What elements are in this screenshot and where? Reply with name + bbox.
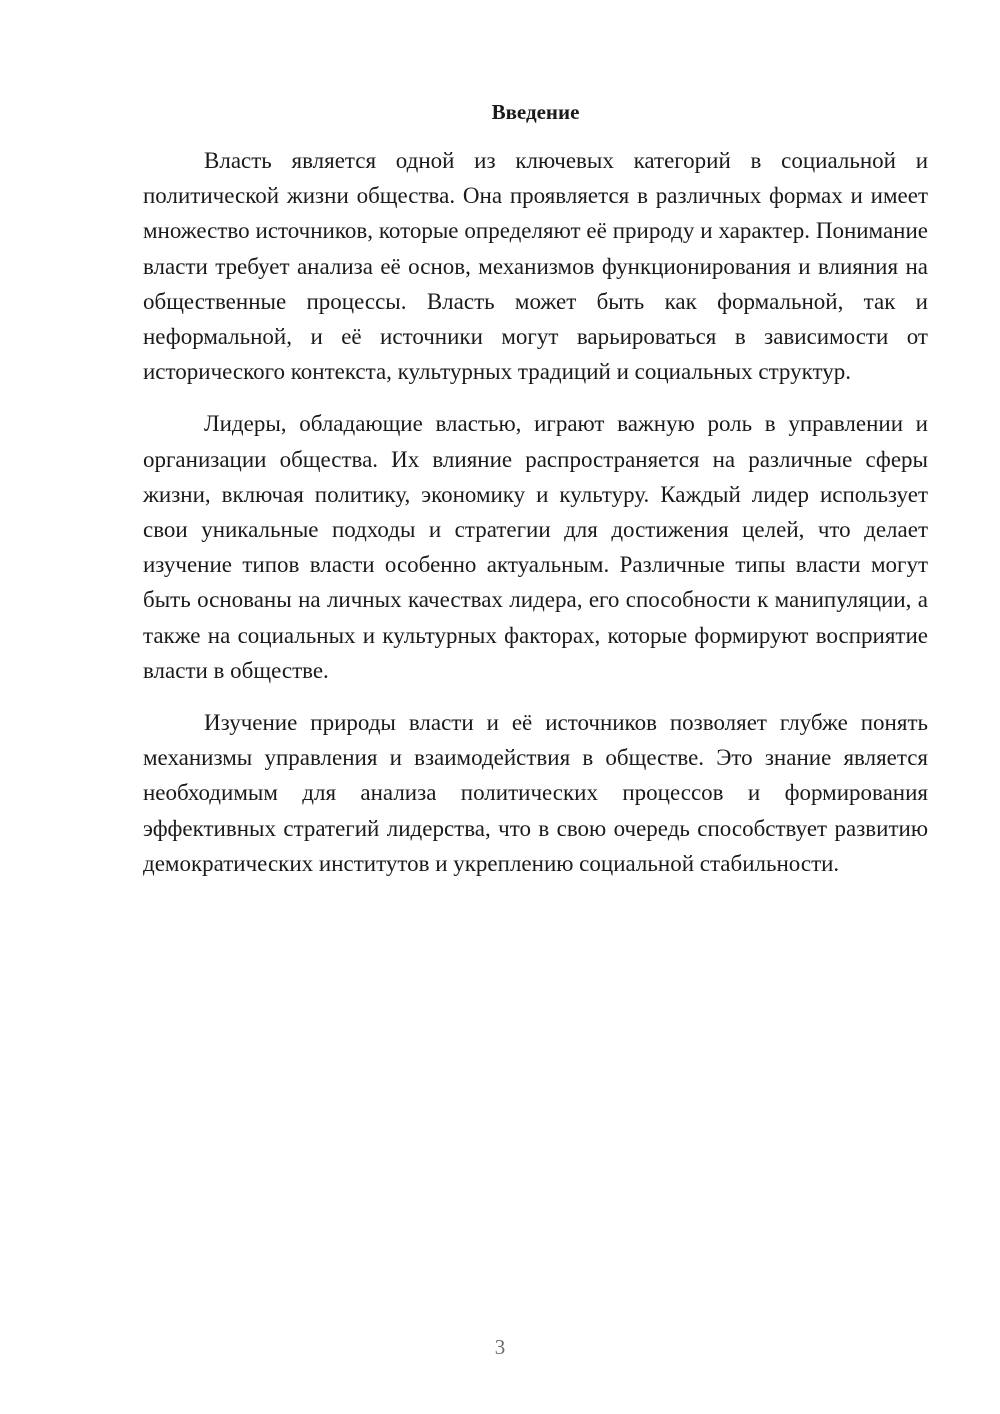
paragraph-1: Власть является одной из ключевых категорий в социальной и политической жизни общества. Она проявляется в различных формах и имеет множество источников, которые определяют её природу и характер. Понимание власти требует анализа её основ, механизмов функционирования и влияния на общественные процессы. Власть может быть как формальной, так и неформальной, и её источники могут варьироваться в зависимости от исторического контекста, культурных традиций и социальных структур. — [143, 148, 928, 385]
page-title: Введение — [491, 100, 580, 124]
page-number: 3 — [494, 1335, 506, 1359]
body-text — [143, 143, 928, 898]
paragraph-2: Лидеры, обладающие властью, играют важную роль в управлении и организации общества. Их влияние распространяется на различные сферы жизни, включая политику, экономику и культуру. Каждый лидер использует свои уникальные подходы и стратегии для достижения целей, что делает изучение типов власти особенно актуальным. Различные типы власти могут быть основаны на личных качествах лидера, его способности к манипуляции, а также на социальных и культурных факторах, которые формируют восприятие власти в обществе. — [143, 411, 928, 683]
paragraph-3: Изучение природы власти и её источников позволяет глубже понять механизмы управления и взаимодействия в обществе. Это знание является необходимым для анализа политических процессов и формирования эффективных стратегий лидерства, что в свою очередь способствует развитию демократических институтов и укреплению социальной стабильности. — [143, 710, 928, 876]
